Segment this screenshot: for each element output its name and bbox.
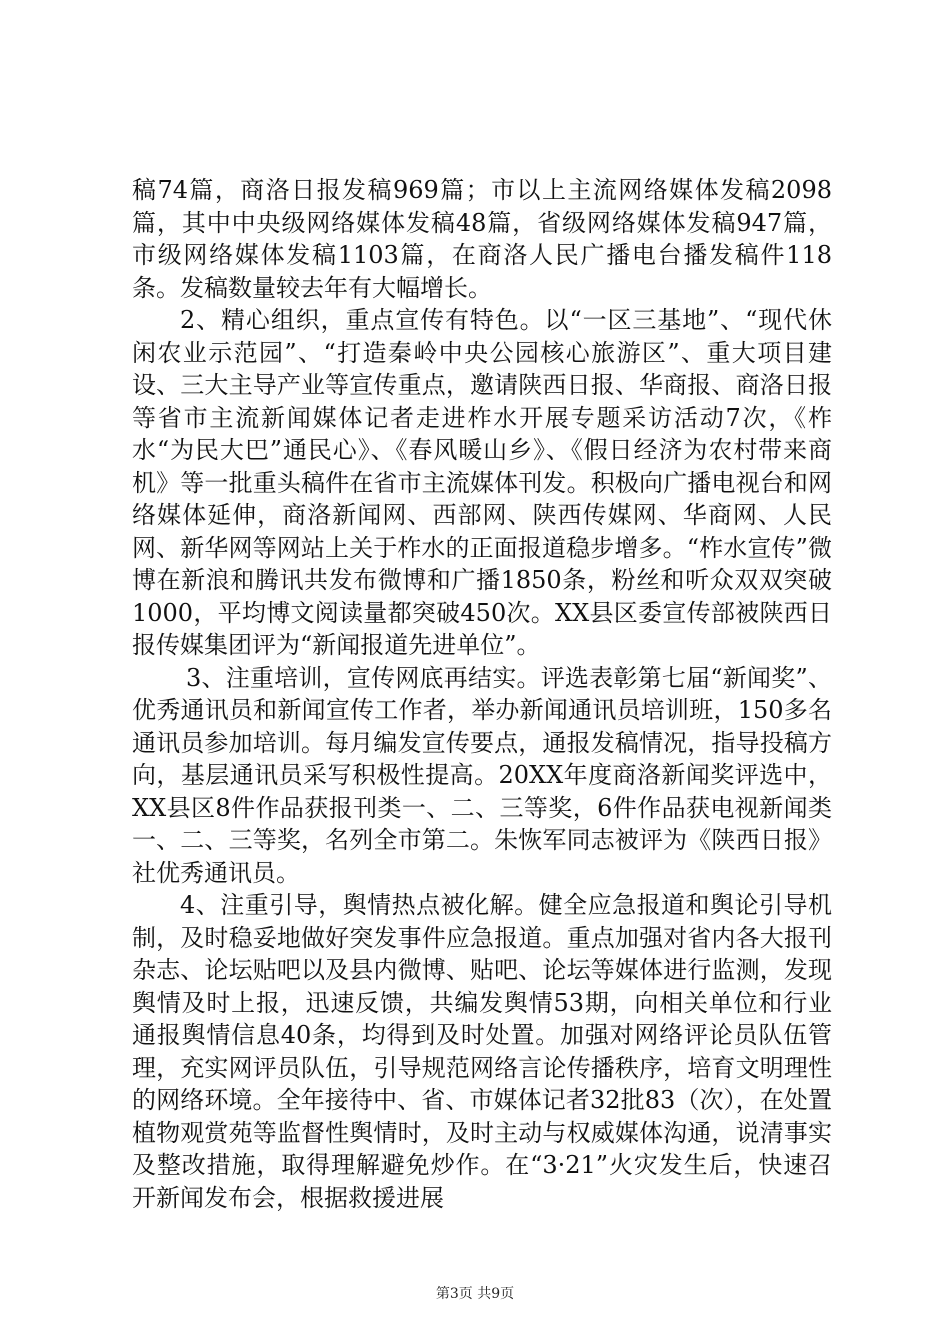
paragraph-section-4: 4、注重引导，舆情热点被化解。健全应急报道和舆论引导机制，及时稳妥地做好突发事件应急报道。重点加强对省内各大报刊杂志、论坛贴吧以及县内微博、贴吧、论坛等媒体进行监测，发现舆情及时上报，迅速反馈，共编发舆情53期，向相关单位和行业通报舆情信息40条，均得到及时处置。加强对网络评论员队伍管理，充实网评员队伍，引导规范网络言论传播秩序，培育文明理性的网络环境。全年接待中、省、市媒体记者32批83（次），在处置植物观赏苑等监督性舆情时，及时主动与权威媒体沟通，说清事实及整改措施，取得理解避免炒作。在“3·21”火灾发生后，快速召开新闻发布会，根据救援进展 [132, 891, 832, 1212]
body-text [132, 174, 832, 1214]
paragraph-section-3: 3、注重培训，宣传网底再结实。评选表彰第七届“新闻奖”、优秀通讯员和新闻宣传工作者，举办新闻通讯员培训班，150多名通讯员参加培训。每月编发宣传要点，通报发稿情况，指导投稿方向，基层通讯员采写积极性提高。20XX年度商洛新闻奖评选中，XX县区8件作品获报刊类一、二、三等奖，6件作品获电视新闻类一、二、三等奖，名列全市第二。朱恢军同志被评为《陕西日报》社优秀通讯员。 [132, 663, 832, 887]
page-number-footer: 第3页 共9页 [435, 1286, 515, 1302]
paragraph-section-2: 2、精心组织，重点宣传有特色。以“一区三基地”、“现代休闲农业示范园”、“打造秦岭中央公园核心旅游区”、重大项目建设、三大主导产业等宣传重点，邀请陕西日报、华商报、商洛日报等省市主流新闻媒体记者走进柞水开展专题采访活动7次，《柞水“为民大巴”通民心》、《春风暖山乡》、《假日经济为农村带来商机》等一批重头稿件在省市主流媒体刊发。积极向广播电视台和网络媒体延伸，商洛新闻网、西部网、陕西传媒网、华商网、人民网、新华网等网站上关于柞水的正面报道稳步增多。“柞水宣传”微博在新浪和腾讯共发布微博和广播1850条，粉丝和听众双双突破1000，平均博文阅读量都突破450次。XX县区委宣传部被陕西日报传媒集团评为“新闻报道先进单位”。 [132, 306, 832, 659]
paragraph-continuation: 稿74篇，商洛日报发稿969篇；市以上主流网络媒体发稿2098篇，其中中央级网络媒体发稿48篇，省级网络媒体发稿947篇，市级网络媒体发稿1103篇，在商洛人民广播电台播发稿件118条。发稿数量较去年有大幅增长。 [132, 176, 832, 302]
